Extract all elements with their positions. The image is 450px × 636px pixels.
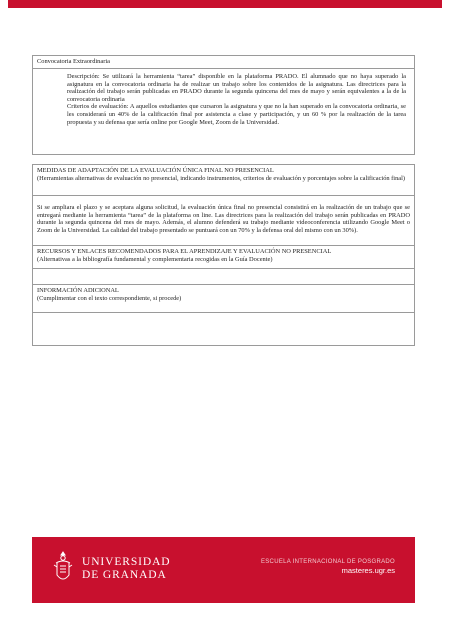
medidas-title: MEDIDAS DE ADAPTACIÓN DE LA EVALUACIÓN ÚNICA FINAL NO PRESENCIAL (37, 167, 274, 174)
school-name: ESCUELA INTERNACIONAL DE POSGRADO (260, 559, 395, 565)
university-name-line2: DE GRANADA (82, 568, 167, 581)
recursos-title: RECURSOS Y ENLACES RECOMENDADOS PARA EL APRENDIZAJE Y EVALUACIÓN NO PRESENCIAL (37, 248, 332, 255)
medidas-body-row (33, 196, 414, 246)
university-name-line1: UNIVERSIDAD (82, 556, 171, 568)
recursos-subtitle: (Alternativas a la bibliografía fundamental y complementaria recogidas en la Guía Docente) (37, 255, 273, 263)
description-paragraph: Descripción: Se utilizará la herramienta “tarea” disponible en la plataforma PRADO. El alumnado que no haya superado la asignatura en la convocatoria ordinaria ha de realizar un trabajo sobre los contenidos de la asignatura. Las directrices para la realización del trabajo serán publicadas en PRADO durante la segunda quincena del mes de mayo y serán equivalentes a la de la convocatoria ordinaria (67, 73, 406, 103)
medidas-body: Si se ampliara el plazo y se aceptara alguna solicitud, la evaluación única final no presencial consistirá en la realización de un trabajo que se entregará mediante la herramienta “tarea” de la plataforma on line. Las directrices para la realización del trabajo serán publicadas en PRADO durante la segunda quincena del mes de mayo. Además, el alumno defenderá su trabajo mediante videoconferencia utilizando Google Meet o Zoom de la Universidad. La calidad del trabajo presentado se puntuará con un 70% y la defensa oral del mismo con un 30%). (37, 204, 410, 234)
info-empty-row (33, 313, 414, 347)
section-header: Convocatoria Extraordinaria (33, 56, 414, 69)
info-title: INFORMACIÓN ADICIONAL (37, 287, 119, 294)
footer-banner (32, 537, 415, 603)
recursos-header (33, 246, 414, 269)
recursos-empty-row (33, 269, 414, 285)
convocatoria-extraordinaria-section (32, 55, 415, 155)
adaptation-measures-table (32, 164, 415, 346)
info-header (33, 285, 414, 313)
medidas-header (33, 165, 414, 196)
top-accent-bar (0, 0, 450, 8)
masters-block (261, 559, 395, 575)
masters-url: masteres.ugr.es (341, 566, 395, 575)
medidas-subtitle: (Herramientas alternativas de evaluación no presencial, indicando instrumentos, criterios de evaluación y porcentajes sobre la calificación final) (37, 174, 406, 182)
info-subtitle: (Cumplimentar con el texto correspondiente, si procede) (37, 294, 182, 302)
criteria-paragraph: Criterios de evaluación: A aquellos estudiantes que cursaron la asignatura y que no la han superado en la convocatoria ordinaria, se les considerará un 40% de la calificación final por asistencia a clase y participación, y un 60 % por la realización de la tarea propuesta y su defensa que sería online por Google Meet, Zoom de la Universidad. (67, 103, 406, 126)
university-crest-icon (52, 551, 74, 585)
university-name (82, 556, 170, 581)
section-body (33, 69, 414, 156)
